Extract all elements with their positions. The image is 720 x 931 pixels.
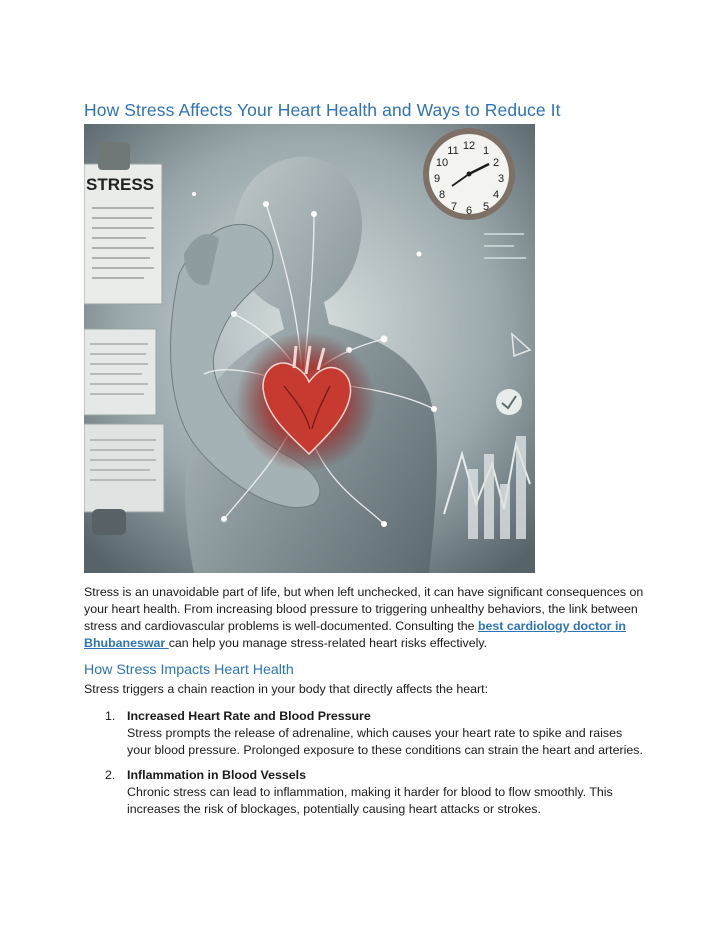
list-item-number: 1. xyxy=(105,709,116,723)
svg-text:4: 4 xyxy=(492,189,500,201)
svg-text:7: 7 xyxy=(450,201,458,213)
intro-paragraph xyxy=(84,584,644,652)
list-item-heading: Increased Heart Rate and Blood Pressure xyxy=(127,709,371,723)
svg-text:6: 6 xyxy=(465,205,473,217)
section-heading: How Stress Impacts Heart Health xyxy=(84,662,294,678)
svg-text:10: 10 xyxy=(435,157,449,169)
list-item-heading: Inflammation in Blood Vessels xyxy=(127,768,307,782)
intro-text-after-link: can help you manage stress-related heart risks effectively. xyxy=(168,636,488,650)
svg-text:9: 9 xyxy=(433,173,441,185)
list-item-text: Stress prompts the release of adrenaline, which causes your heart rate to spike and raises your blood pressure. Prolonged exposure to these conditions can strain the heart and arteries. xyxy=(127,726,643,757)
list-item xyxy=(84,767,644,818)
cardiology-doctor-link[interactable]: best cardiology doctor in Bhubaneswar xyxy=(84,619,626,650)
svg-text:12: 12 xyxy=(462,140,476,152)
list-item-text: Chronic stress can lead to inflammation, making it harder for blood to flow smoothly. This increases the risk of blockages, potentially causing heart attacks or strokes. xyxy=(127,785,613,816)
wall-clock xyxy=(423,128,515,220)
svg-text:11: 11 xyxy=(447,145,459,157)
svg-text:5: 5 xyxy=(482,201,490,213)
stress-heart-illustration xyxy=(84,124,535,573)
stress-sign-text: STRESS xyxy=(86,175,155,194)
svg-text:8: 8 xyxy=(438,189,446,201)
impact-list xyxy=(84,708,644,826)
section-intro: Stress triggers a chain reaction in your body that directly affects the heart: xyxy=(84,682,489,696)
svg-text:2: 2 xyxy=(492,157,500,169)
list-item xyxy=(84,708,644,759)
list-item-number: 2. xyxy=(105,768,116,782)
svg-text:1: 1 xyxy=(482,145,490,157)
svg-text:3: 3 xyxy=(497,173,505,185)
intro-text-before-link: Stress is an unavoidable part of life, but when left unchecked, it can have significant consequences on your heart health. From increasing blood pressure to triggering unhealthy behaviors, the link between stress and cardiovascular problems is well-documented. Consulting the xyxy=(84,585,644,633)
page-title: How Stress Affects Your Heart Health and Ways to Reduce It xyxy=(84,100,561,120)
heart-illustration xyxy=(236,332,376,472)
